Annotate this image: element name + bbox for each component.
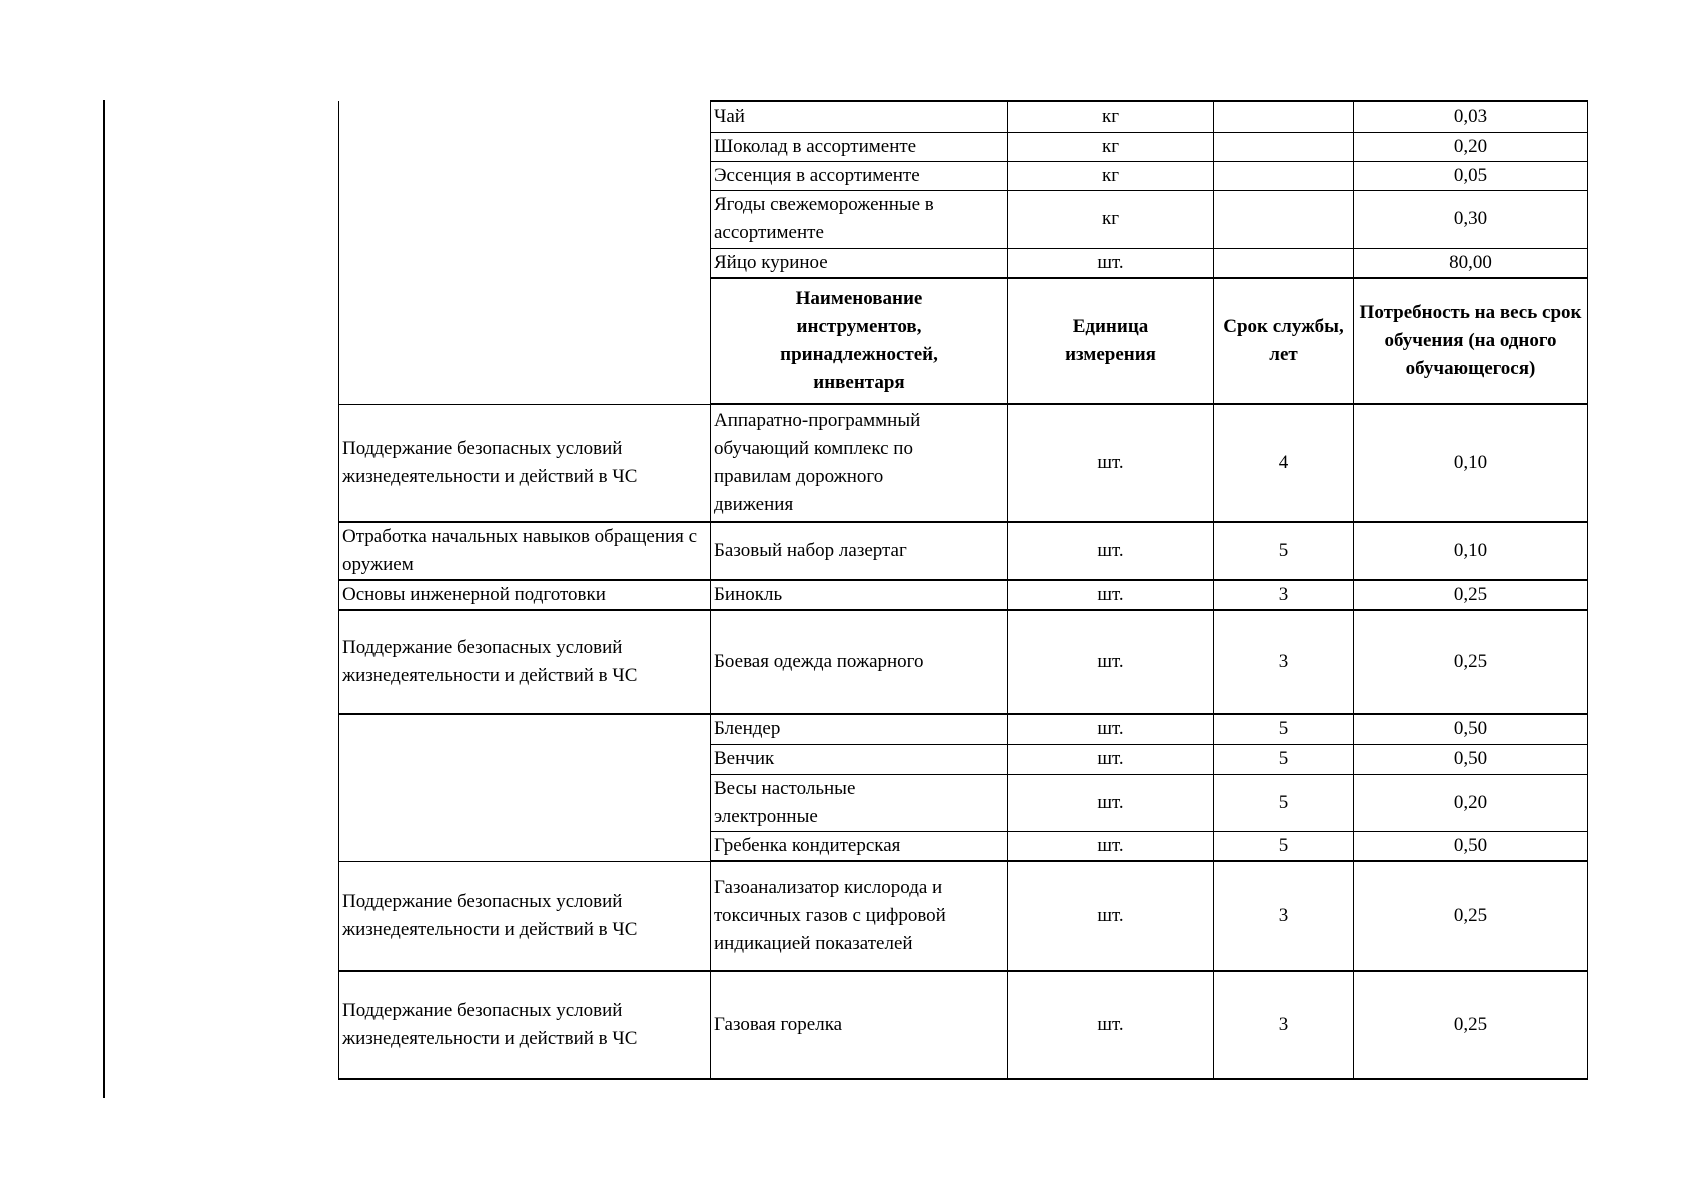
cell-unit: кг (1008, 161, 1214, 190)
table-row (339, 610, 1588, 714)
cell-life: 3 (1214, 861, 1354, 971)
cell-life: 5 (1214, 744, 1354, 774)
cell-life: 5 (1214, 774, 1354, 831)
table-row (339, 714, 1588, 744)
cell-unit: шт. (1008, 248, 1214, 278)
cell-item: Базовый набор лазертаг (711, 522, 1008, 580)
cell-need: 0,50 (1354, 714, 1588, 744)
table-row (339, 580, 1588, 610)
cell-life: 3 (1214, 610, 1354, 714)
cell-unit: шт. (1008, 610, 1214, 714)
cell-life (1214, 161, 1354, 190)
cell-life: 3 (1214, 580, 1354, 610)
cell-unit: шт. (1008, 774, 1214, 831)
cell-item: Шоколад в ассортименте (711, 132, 1008, 161)
cell-need: 0,30 (1354, 190, 1588, 248)
cell-need: 0,50 (1354, 744, 1588, 774)
cell-unit: шт. (1008, 714, 1214, 744)
cell-category: Поддержание безопасных условий жизнедеятельности и действий в ЧС (339, 404, 711, 522)
cell-unit: кг (1008, 132, 1214, 161)
header-need-text: Потребность на весь срок обучения (на одного обучающегося) (1359, 302, 1582, 379)
cell-need: 0,25 (1354, 580, 1588, 610)
header-need (1354, 278, 1588, 404)
cell-need: 0,25 (1354, 610, 1588, 714)
header-unit (1008, 278, 1214, 404)
cell-item: Газоанализатор кислорода и токсичных газов с цифровой индикацией показателей (711, 861, 1008, 971)
cell-item: Ягоды свежемороженные в ассортименте (711, 190, 1008, 248)
cell-unit: шт. (1008, 971, 1214, 1079)
cell-category: Поддержание безопасных условий жизнедеятельности и действий в ЧС (339, 861, 711, 971)
cell-item-text: Весы настольные электронные (714, 777, 856, 827)
cell-unit: шт. (1008, 522, 1214, 580)
cell-category: Поддержание безопасных условий жизнедеятельности и действий в ЧС (339, 610, 711, 714)
cell-category: Отработка начальных навыков обращения с оружием (339, 522, 711, 580)
cell-need: 0,10 (1354, 404, 1588, 522)
cell-life (1214, 101, 1354, 132)
cell-item: Яйцо куриное (711, 248, 1008, 278)
header-service-life (1214, 278, 1354, 404)
cell-item: Бинокль (711, 580, 1008, 610)
table-row (339, 861, 1588, 971)
cell-item: Гребенка кондитерская (711, 831, 1008, 861)
cell-need: 0,25 (1354, 861, 1588, 971)
cell-category-empty (339, 101, 711, 404)
cell-life (1214, 190, 1354, 248)
cell-item-text: Аппаратно-программный обучающий комплекс по правилам дорожного движения (714, 410, 921, 515)
cell-item: Венчик (711, 744, 1008, 774)
cell-need: 80,00 (1354, 248, 1588, 278)
table-row (339, 404, 1588, 522)
cell-life: 5 (1214, 831, 1354, 861)
cell-category: Основы инженерной подготовки (339, 580, 711, 610)
cell-category-empty (339, 714, 711, 861)
cell-unit: шт. (1008, 580, 1214, 610)
cell-unit: кг (1008, 190, 1214, 248)
cell-life: 3 (1214, 971, 1354, 1079)
cell-need: 0,10 (1354, 522, 1588, 580)
header-service-life-text: Срок службы, лет (1223, 316, 1344, 365)
cell-life (1214, 132, 1354, 161)
cell-category: Поддержание безопасных условий жизнедеятельности и действий в ЧС (339, 971, 711, 1079)
cell-need: 0,03 (1354, 101, 1588, 132)
table-row (339, 522, 1588, 580)
cell-unit: шт. (1008, 744, 1214, 774)
cell-item: Чай (711, 101, 1008, 132)
supply-table (338, 100, 1588, 1080)
header-name-text: Наименование инструментов, принадлежностей, инвентаря (780, 288, 938, 393)
cell-item: Газовая горелка (711, 971, 1008, 1079)
cell-need: 0,50 (1354, 831, 1588, 861)
cell-unit: шт. (1008, 861, 1214, 971)
cell-item (711, 404, 1008, 522)
cell-item: Боевая одежда пожарного (711, 610, 1008, 714)
cell-need: 0,05 (1354, 161, 1588, 190)
table-row (339, 101, 1588, 132)
cell-item (711, 774, 1008, 831)
cell-unit: шт. (1008, 404, 1214, 522)
cell-unit: шт. (1008, 831, 1214, 861)
cell-need: 0,25 (1354, 971, 1588, 1079)
cell-item: Блендер (711, 714, 1008, 744)
left-margin-line (103, 100, 105, 1098)
cell-need: 0,20 (1354, 774, 1588, 831)
cell-need: 0,20 (1354, 132, 1588, 161)
cell-life (1214, 248, 1354, 278)
header-name (711, 278, 1008, 404)
cell-item: Эссенция в ассортименте (711, 161, 1008, 190)
cell-life: 5 (1214, 714, 1354, 744)
cell-life: 4 (1214, 404, 1354, 522)
cell-life: 5 (1214, 522, 1354, 580)
cell-unit: кг (1008, 101, 1214, 132)
header-unit-text: Единица измерения (1065, 316, 1156, 365)
table-row (339, 971, 1588, 1079)
